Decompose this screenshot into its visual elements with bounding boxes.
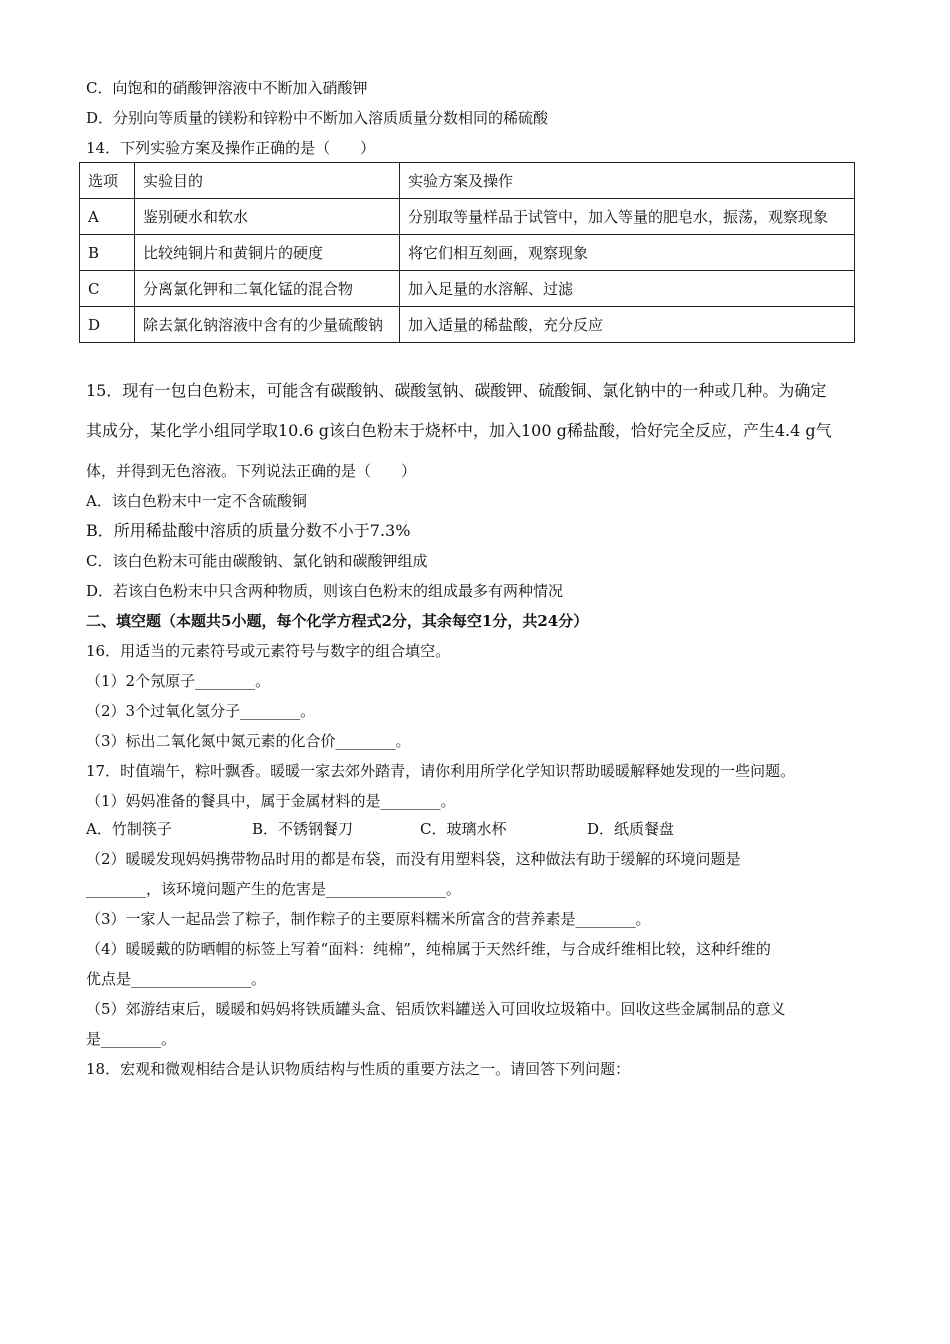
q15-stem-line2: 其成分，某化学小组同学取10.6 g该白色粉末于烧杯中，加入100 g稀盐酸，恰好完全反应，产生4.4 g气 xyxy=(86,421,832,440)
table-cell-method: 加入适量的稀盐酸，充分反应 xyxy=(400,307,855,343)
q15-stem-line1: 15．现有一包白色粉末，可能含有碳酸钠、碳酸氢钠、碳酸钾、硫酸铜、氯化钠中的一种或几种。为确定 xyxy=(86,381,827,400)
q16-item-2: （2）3个过氧化氢分子________。 xyxy=(86,702,316,720)
q17-part-4-line2: 优点是________________。 xyxy=(86,970,267,988)
table-header-method: 实验方案及操作 xyxy=(400,163,855,199)
table-header-option: 选项 xyxy=(80,163,135,199)
q17-part-2-line1: （2）暖暖发现妈妈携带物品时用的都是布袋，而没有用塑料袋，这种做法有助于缓解的环境问题是 xyxy=(86,850,741,868)
table-cell-option: B xyxy=(80,235,135,271)
section-title: 二、填空题（本题共5小题，每个化学方程式2分，其余每空1分，共24分） xyxy=(86,612,589,630)
table-cell-purpose: 除去氯化钠溶液中含有的少量硫酸钠 xyxy=(135,307,400,343)
q17-part-5-line1: （5）郊游结束后，暖暖和妈妈将铁质罐头盒、铝质饮料罐送入可回收垃圾箱中。回收这些金属制品的意义 xyxy=(86,1000,786,1018)
q14-table xyxy=(79,162,855,343)
table-cell-method: 分别取等量样品于试管中，加入等量的肥皂水，振荡，观察现象 xyxy=(400,199,855,235)
q17-choice-c: C．玻璃水杯 xyxy=(420,820,507,838)
q15-option-d: D．若该白色粉末中只含两种物质，则该白色粉末的组成最多有两种情况 xyxy=(86,582,564,600)
q18-stem: 18．宏观和微观相结合是认识物质结构与性质的重要方法之一。请回答下列问题： xyxy=(86,1060,631,1078)
table-row xyxy=(80,235,855,271)
q15-option-c: C．该白色粉末可能由碳酸钠、氯化钠和碳酸钾组成 xyxy=(86,552,428,570)
q17-part-1: （1）妈妈准备的餐具中，属于金属材料的是________。 xyxy=(86,792,456,810)
table-header-purpose: 实验目的 xyxy=(135,163,400,199)
q16-item-1: （1）2个氖原子________。 xyxy=(86,672,271,690)
table-cell-option: D xyxy=(80,307,135,343)
q17-choice-a: A．竹制筷子 xyxy=(86,820,172,838)
q17-part-5-line2: 是________。 xyxy=(86,1030,177,1048)
q16-item-3: （3）标出二氧化氮中氮元素的化合价________。 xyxy=(86,732,411,750)
table-cell-method: 将它们相互刻画，观察现象 xyxy=(400,235,855,271)
q15-option-b: B．所用稀盐酸中溶质的质量分数不小于7.3% xyxy=(86,521,411,540)
q17-stem: 17．时值端午，粽叶飘香。暖暖一家去郊外踏青，请你利用所学化学知识帮助暖暖解释她发现的一些问题。 xyxy=(86,762,796,780)
q15-stem-line3: 体，并得到无色溶液。下列说法正确的是（ ） xyxy=(86,462,417,480)
table-cell-purpose: 分离氯化钾和二氧化锰的混合物 xyxy=(135,271,400,307)
q16-stem: 16．用适当的元素符号或元素符号与数字的组合填空。 xyxy=(86,642,451,660)
q14-stem: 14．下列实验方案及操作正确的是（ ） xyxy=(86,139,376,157)
q15-option-a: A．该白色粉末中一定不含硫酸铜 xyxy=(86,492,307,510)
q17-part-4-line1: （4）暖暖戴的防晒帽的标签上写着“面料：纯棉”，纯棉属于天然纤维，与合成纤维相比较，这种纤维的 xyxy=(86,940,771,958)
q17-part-2-line2: ________，该环境问题产生的危害是________________。 xyxy=(86,880,462,898)
table-cell-option: C xyxy=(80,271,135,307)
table-row xyxy=(80,307,855,343)
q17-part-3: （3）一家人一起品尝了粽子，制作粽子的主要原料糯米所富含的营养素是________。 xyxy=(86,910,651,928)
table-cell-method: 加入足量的水溶解、过滤 xyxy=(400,271,855,307)
q13-option-c: C．向饱和的硝酸钾溶液中不断加入硝酸钾 xyxy=(86,79,368,97)
table-cell-option: A xyxy=(80,199,135,235)
table-header-row xyxy=(80,163,855,199)
q17-choice-b: B．不锈钢餐刀 xyxy=(252,820,354,838)
table-row xyxy=(80,199,855,235)
table-cell-purpose: 鉴别硬水和软水 xyxy=(135,199,400,235)
table-row xyxy=(80,271,855,307)
q13-option-d: D．分别向等质量的镁粉和锌粉中不断加入溶质质量分数相同的稀硫酸 xyxy=(86,109,549,127)
table-cell-purpose: 比较纯铜片和黄铜片的硬度 xyxy=(135,235,400,271)
q17-choice-d: D．纸质餐盘 xyxy=(587,820,675,838)
